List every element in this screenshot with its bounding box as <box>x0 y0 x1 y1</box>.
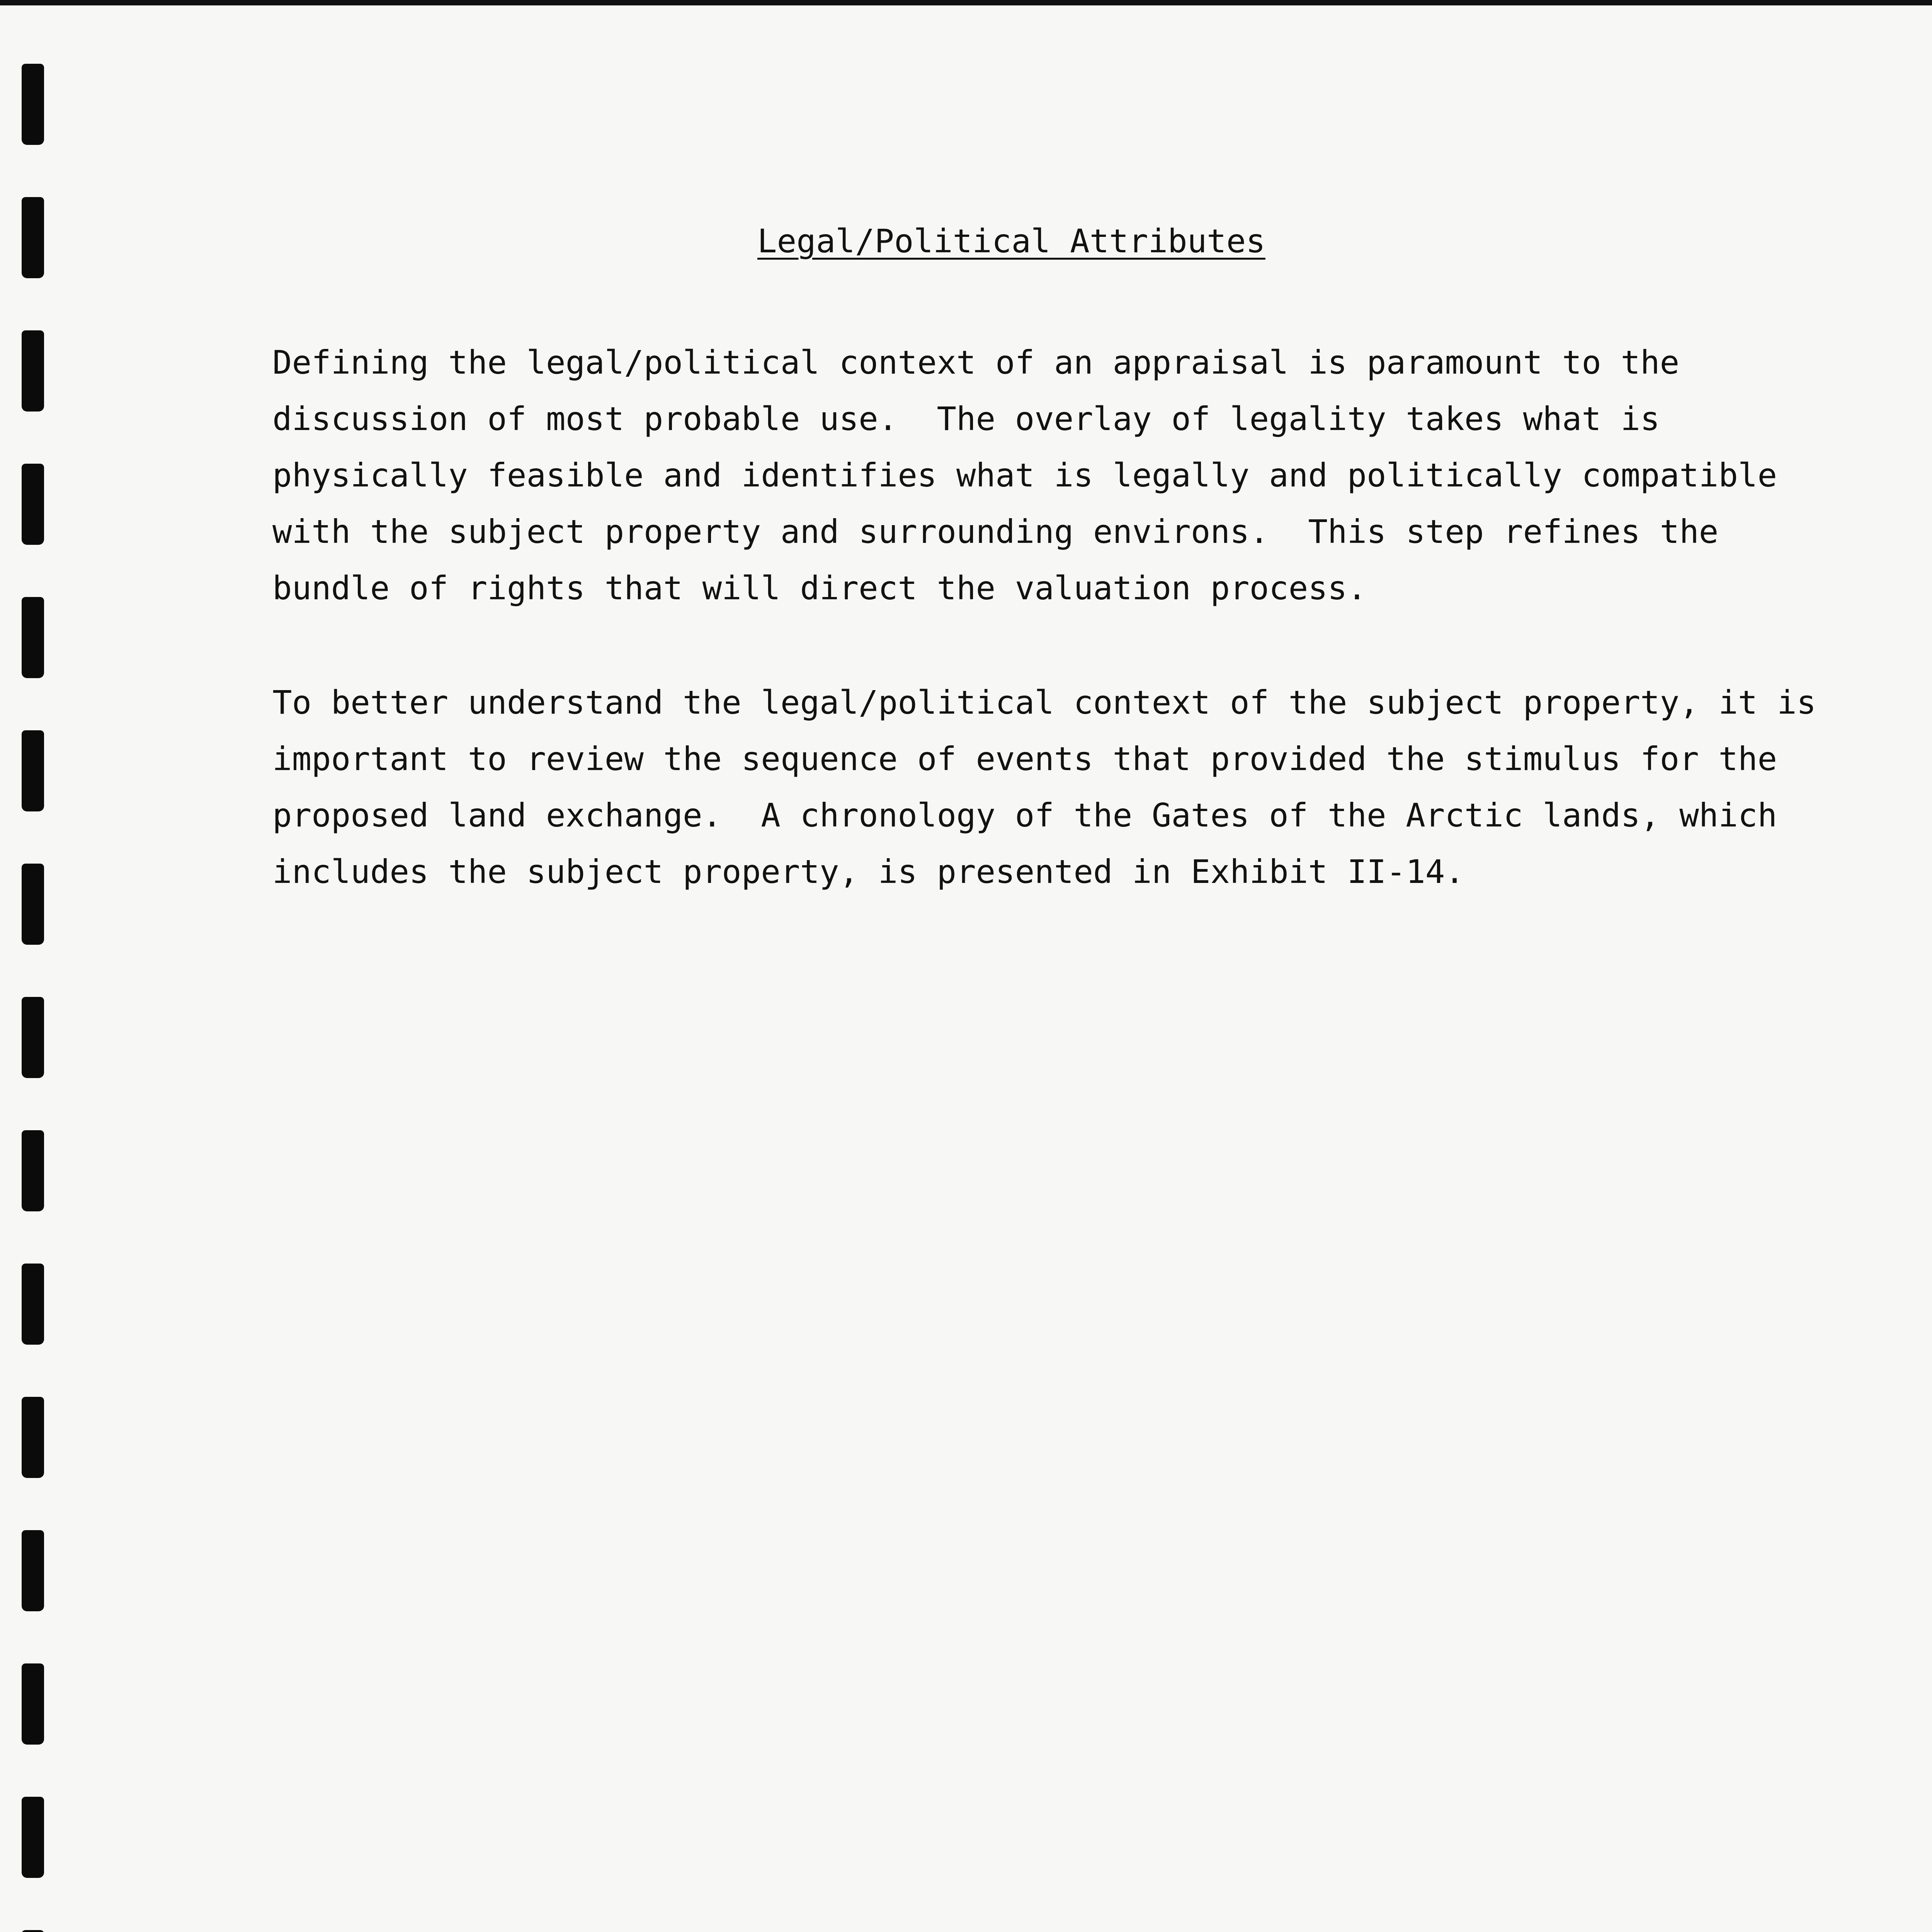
binding-hole <box>22 1130 44 1211</box>
text-line: discussion of most probable use. The overlay of legality takes what is <box>272 400 1660 438</box>
binding-hole <box>22 64 44 145</box>
binding-hole <box>22 330 44 412</box>
text-line: Defining the legal/political context of an appraisal is paramount to the <box>272 344 1680 381</box>
text-line: bundle of rights that will direct the valuation process. <box>272 569 1367 607</box>
section-title: Legal/Political Attributes <box>757 222 1265 260</box>
binding-hole <box>22 597 44 678</box>
text-line: physically feasible and identifies what is legally and politically compatible <box>272 456 1777 494</box>
binding-hole <box>22 1530 44 1611</box>
binding-hole <box>22 997 44 1078</box>
text-line: important to review the sequence of events that provided the stimulus for the <box>272 740 1777 778</box>
binding-hole <box>22 1397 44 1478</box>
binding-hole <box>22 197 44 278</box>
binding-hole <box>22 464 44 545</box>
binding-hole <box>22 1930 44 1932</box>
paragraph-legal-context <box>272 334 1777 616</box>
paragraph-chronology <box>272 674 1816 900</box>
binding-hole <box>22 864 44 945</box>
text-line: includes the subject property, is presented in Exhibit II-14. <box>272 853 1464 891</box>
text-line: proposed land exchange. A chronology of the Gates of the Arctic lands, which <box>272 796 1777 834</box>
binding-hole <box>22 1663 44 1745</box>
binding-hole <box>22 730 44 811</box>
text-line: To better understand the legal/political context of the subject property, it is <box>272 684 1816 721</box>
scan-top-edge <box>0 0 1932 5</box>
binding-hole <box>22 1264 44 1345</box>
text-line: with the subject property and surrounding environs. This step refines the <box>272 513 1719 551</box>
binding-hole <box>22 1797 44 1878</box>
